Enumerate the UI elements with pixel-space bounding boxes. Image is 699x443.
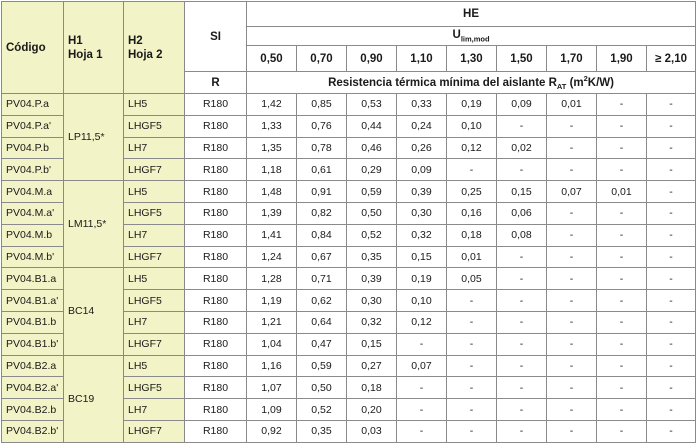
cell-value: - [647,377,696,399]
cell-code: PV04.M.a' [2,202,64,224]
cell-si: R180 [185,377,247,399]
cell-h2: LHGF5 [124,202,185,224]
cell-value: 0,62 [297,290,347,312]
cell-si: R180 [185,290,247,312]
cell-value: - [597,137,647,159]
cell-h2: LHGF5 [124,115,185,137]
cell-si: R180 [185,246,247,268]
table-row [2,181,696,203]
caption-suffix: K/W) [587,76,614,89]
cell-value: 0,15 [347,333,397,355]
cell-value: - [547,224,597,246]
cell-code: PV04.B1.b [2,311,64,333]
cell-value: 0,30 [397,202,447,224]
cell-code: PV04.M.a [2,181,64,203]
cell-value: 0,01 [547,94,597,116]
cell-value: 0,10 [447,115,497,137]
cell-value: - [497,355,547,377]
cell-value: 0,08 [497,224,547,246]
cell-si: R180 [185,202,247,224]
cell-value: 0,32 [397,224,447,246]
cell-value: - [647,115,696,137]
cell-value: - [397,399,447,421]
cell-value: 0,18 [447,224,497,246]
cell-value: - [497,115,547,137]
header-si: SI [185,2,247,72]
cell-value: 0,09 [497,94,547,116]
cell-value: 1,41 [247,224,297,246]
cell-value: 1,19 [247,290,297,312]
cell-value: 0,35 [347,246,397,268]
cell-value: 0,27 [347,355,397,377]
cell-value: - [397,377,447,399]
header-caption [247,72,696,94]
cell-value: - [397,333,447,355]
cell-value: - [647,94,696,116]
cell-h2: LHGF5 [124,377,185,399]
table-body [2,94,696,443]
cell-value: - [647,137,696,159]
cell-value: 0,15 [397,246,447,268]
cell-value: 0,84 [297,224,347,246]
cell-value: - [497,420,547,442]
cell-value: 1,28 [247,268,297,290]
cell-si: R180 [185,94,247,116]
header-u-value: 1,30 [447,46,497,72]
cell-value: 0,46 [347,137,397,159]
cell-value: - [647,399,696,421]
cell-h2: LH7 [124,137,185,159]
cell-h2: LH5 [124,355,185,377]
header-h2 [124,2,185,94]
cell-value: - [647,159,696,181]
header-ulim-sub: lim,mod [460,34,490,44]
header-r: R [185,72,247,94]
cell-value: - [447,420,497,442]
cell-value: 0,47 [297,333,347,355]
cell-value: 0,53 [347,94,397,116]
cell-value: - [497,159,547,181]
cell-value: - [597,290,647,312]
cell-value: 0,16 [447,202,497,224]
cell-value: - [597,159,647,181]
cell-value: 0,07 [397,355,447,377]
cell-value: 0,24 [397,115,447,137]
header-u-value: 1,90 [597,46,647,72]
cell-value: 0,52 [347,224,397,246]
cell-value: 1,09 [247,399,297,421]
cell-value: 0,26 [397,137,447,159]
cell-value: - [647,290,696,312]
cell-value: 0,82 [297,202,347,224]
cell-value: 0,06 [497,202,547,224]
cell-value: 1,33 [247,115,297,137]
cell-value: 0,10 [397,290,447,312]
caption-prefix: Resistencia térmica mínima del aislante R [328,76,557,89]
cell-value: 0,19 [447,94,497,116]
cell-value: - [497,377,547,399]
header-h2-line2: Hoja 2 [128,48,163,61]
cell-value: 1,48 [247,181,297,203]
cell-value: 0,03 [347,420,397,442]
thermal-resistance-table [1,1,696,443]
cell-value: 0,50 [347,202,397,224]
cell-value: 0,76 [297,115,347,137]
cell-value: - [597,377,647,399]
cell-value: - [497,333,547,355]
caption-sub: AT [556,82,567,92]
cell-si: R180 [185,311,247,333]
cell-si: R180 [185,137,247,159]
cell-h2: LH5 [124,268,185,290]
cell-si: R180 [185,399,247,421]
cell-value: 0,02 [497,137,547,159]
cell-h1: BC19 [64,355,124,442]
header-u-value: 0,50 [247,46,297,72]
cell-value: - [647,420,696,442]
cell-h2: LH5 [124,94,185,116]
caption-sup: 2 [583,73,588,83]
cell-value: 1,04 [247,333,297,355]
header-u-value: 1,70 [547,46,597,72]
cell-value: - [547,420,597,442]
cell-value: 0,01 [447,246,497,268]
table-row [2,355,696,377]
cell-value: - [547,268,597,290]
cell-value: 0,91 [297,181,347,203]
cell-value: - [597,311,647,333]
cell-value: 0,18 [347,377,397,399]
table-row [2,94,696,116]
cell-h2: LH7 [124,224,185,246]
cell-value: 0,29 [347,159,397,181]
cell-value: - [647,311,696,333]
cell-value: 0,07 [547,181,597,203]
cell-value: - [597,268,647,290]
cell-value: - [547,115,597,137]
cell-value: 0,50 [297,377,347,399]
header-u-value: 1,10 [397,46,447,72]
cell-code: PV04.P.b [2,137,64,159]
cell-value: - [547,290,597,312]
cell-value: - [447,355,497,377]
cell-value: 1,18 [247,159,297,181]
cell-h1: BC14 [64,268,124,355]
cell-value: 0,64 [297,311,347,333]
cell-value: - [447,290,497,312]
cell-value: 1,42 [247,94,297,116]
cell-si: R180 [185,268,247,290]
cell-value: - [497,290,547,312]
cell-value: 0,33 [397,94,447,116]
cell-value: 0,30 [347,290,397,312]
cell-value: 0,20 [347,399,397,421]
header-ulim [247,27,696,46]
cell-value: - [597,94,647,116]
cell-value: 0,35 [297,420,347,442]
cell-value: - [497,246,547,268]
cell-value: 0,01 [597,181,647,203]
cell-h2: LHGF5 [124,290,185,312]
cell-value: - [397,420,447,442]
cell-value: 0,09 [397,159,447,181]
cell-value: - [647,333,696,355]
cell-value: 0,19 [397,268,447,290]
cell-value: - [597,246,647,268]
header-he: HE [247,2,696,27]
cell-code: PV04.B1.a' [2,290,64,312]
cell-value: - [547,399,597,421]
cell-si: R180 [185,420,247,442]
cell-value: - [447,159,497,181]
cell-value: - [647,268,696,290]
table-row [2,268,696,290]
header-codigo: Código [2,2,64,94]
cell-value: - [597,420,647,442]
cell-value: 0,32 [347,311,397,333]
cell-value: 0,44 [347,115,397,137]
cell-value: - [647,224,696,246]
cell-value: 0,78 [297,137,347,159]
cell-h2: LHGF7 [124,333,185,355]
cell-value: 0,39 [397,181,447,203]
cell-h1: LM11,5* [64,181,124,268]
cell-h2: LH7 [124,311,185,333]
cell-value: - [547,159,597,181]
cell-si: R180 [185,159,247,181]
cell-value: 1,39 [247,202,297,224]
cell-value: - [497,399,547,421]
cell-value: 0,12 [397,311,447,333]
cell-value: - [597,355,647,377]
cell-code: PV04.P.b' [2,159,64,181]
cell-value: - [547,333,597,355]
cell-value: 0,39 [347,268,397,290]
cell-value: - [647,202,696,224]
header-u-value: ≥ 2,10 [647,46,696,72]
header-h1 [64,2,124,94]
cell-si: R180 [185,115,247,137]
cell-value: - [547,377,597,399]
cell-si: R180 [185,224,247,246]
cell-code: PV04.B2.b [2,399,64,421]
cell-value: - [547,137,597,159]
cell-code: PV04.P.a' [2,115,64,137]
cell-h2: LHGF7 [124,420,185,442]
cell-value: - [447,399,497,421]
cell-value: 0,25 [447,181,497,203]
cell-value: 0,59 [297,355,347,377]
cell-value: 1,07 [247,377,297,399]
cell-code: PV04.M.b' [2,246,64,268]
cell-h2: LH5 [124,181,185,203]
cell-value: - [447,377,497,399]
cell-value: 0,85 [297,94,347,116]
cell-code: PV04.B2.a [2,355,64,377]
cell-code: PV04.B1.a [2,268,64,290]
cell-h2: LHGF7 [124,159,185,181]
caption-mid: (m [566,76,584,89]
cell-code: PV04.P.a [2,94,64,116]
cell-h2: LHGF7 [124,246,185,268]
cell-value: 0,67 [297,246,347,268]
cell-value: - [497,268,547,290]
cell-value: - [547,202,597,224]
cell-value: - [497,311,547,333]
cell-value: - [447,333,497,355]
cell-value: - [597,333,647,355]
cell-value: 1,35 [247,137,297,159]
header-u-value: 0,90 [347,46,397,72]
cell-si: R180 [185,181,247,203]
cell-h2: LH7 [124,399,185,421]
cell-code: PV04.B2.b' [2,420,64,442]
cell-code: PV04.B2.a' [2,377,64,399]
cell-value: 0,15 [497,181,547,203]
cell-si: R180 [185,333,247,355]
cell-code: PV04.M.b [2,224,64,246]
cell-value: 0,52 [297,399,347,421]
cell-value: 0,71 [297,268,347,290]
header-h1-line1: H1 [68,34,83,47]
cell-value: 1,21 [247,311,297,333]
cell-value: - [547,246,597,268]
cell-value: - [597,115,647,137]
header-u-value: 1,50 [497,46,547,72]
cell-value: 0,92 [247,420,297,442]
cell-value: - [547,355,597,377]
cell-code: PV04.B1.b' [2,333,64,355]
cell-value: - [547,311,597,333]
cell-value: - [647,355,696,377]
cell-value: - [447,311,497,333]
cell-value: - [647,181,696,203]
cell-value: 0,59 [347,181,397,203]
cell-si: R180 [185,355,247,377]
header-h1-line2: Hoja 1 [68,48,103,61]
cell-value: 1,24 [247,246,297,268]
cell-value: 0,05 [447,268,497,290]
cell-h1: LP11,5* [64,94,124,181]
cell-value: 0,61 [297,159,347,181]
cell-value: - [647,246,696,268]
header-ulim-main: U [452,28,461,41]
cell-value: 1,16 [247,355,297,377]
cell-value: - [597,202,647,224]
cell-value: - [597,224,647,246]
header-h2-line1: H2 [128,34,143,47]
header-u-value: 0,70 [297,46,347,72]
cell-value: 0,12 [447,137,497,159]
cell-value: - [597,399,647,421]
